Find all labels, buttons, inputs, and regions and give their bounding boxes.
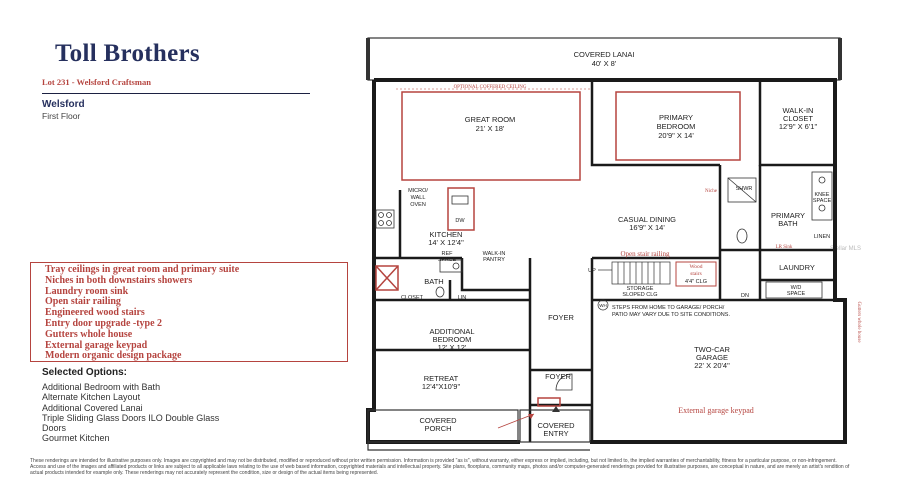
great-room-name: GREAT ROOM: [464, 115, 516, 124]
dw-label: DW: [455, 218, 465, 224]
knee-space-label-2: SPACE: [812, 198, 832, 204]
pantry-label: WALK-IN: [482, 251, 506, 257]
wood-stairs-label: Wood: [689, 264, 703, 270]
watermark: Stellar MLS: [830, 246, 862, 252]
floor-name: First Floor: [42, 111, 81, 121]
storage-label: STORAGE: [626, 286, 654, 292]
selected-options-title: Selected Options:: [42, 367, 128, 378]
upgrade-item: Gutters whole house: [45, 328, 133, 340]
garage-name-2: GARAGE: [695, 353, 729, 362]
closet-label: CLOSET: [400, 295, 424, 301]
foyer-label: FOYER: [548, 313, 574, 322]
primary-bath-name-2: BATH: [778, 219, 798, 228]
open-stair-label: Open stair railing: [620, 250, 670, 258]
stairs-down-label: DN: [741, 293, 749, 299]
casual-dining-name: CASUAL DINING: [617, 215, 677, 224]
selected-option: Additional Covered Lanai: [42, 402, 143, 413]
primary-bath-name: PRIMARY: [770, 211, 806, 220]
water-heater-label: WH: [599, 303, 607, 308]
primary-bedroom-name-2: BEDROOM: [656, 122, 696, 131]
casual-dining-dim: 16'9" X 14': [629, 223, 665, 232]
selected-option: Doors: [42, 423, 67, 434]
retreat-name: RETREAT: [423, 374, 459, 383]
additional-bedroom-dim: 12' X 12': [437, 343, 467, 352]
micro-label: MICRO/: [408, 188, 428, 194]
niche-label: Niche: [705, 189, 717, 194]
upgrade-item: Engineered wood stairs: [45, 307, 145, 319]
selected-option: Gourmet Kitchen: [42, 433, 110, 444]
wd-space-label-2: SPACE: [786, 291, 806, 297]
selected-option: Additional Bedroom with Bath: [42, 382, 161, 392]
garage-dim: 22' X 20'4": [694, 361, 730, 370]
upgrade-item: Niches in both downstairs showers: [45, 274, 193, 286]
wood-stairs-label-2: stairs: [690, 271, 702, 277]
stairs: [598, 262, 670, 284]
entry-name: COVERED: [537, 421, 575, 430]
pantry-label-2: PANTRY: [483, 257, 505, 263]
walkin-closet-dim: 12'9" X 6'1": [778, 122, 818, 131]
ref-label-2: SPACE: [437, 257, 457, 263]
upgrade-item: External garage keypad: [45, 339, 148, 351]
lanai-name: COVERED LANAI: [573, 50, 635, 59]
kitchen-name: KITCHEN: [429, 230, 463, 239]
great-room-dim: 21' X 18': [475, 124, 505, 133]
knee-space-label: KNEE: [814, 192, 830, 198]
steps-note: STEPS FROM HOME TO GARAGE/ PORCH/: [612, 305, 725, 311]
coffered-label: OPTIONAL COFFERED CEILING: [453, 85, 527, 90]
kitchen-dim: 14' X 12'4": [428, 238, 464, 247]
micro-label-2: WALL: [410, 195, 426, 201]
additional-bedroom-name: ADDITIONAL: [429, 327, 475, 336]
plan-name: Welsford: [42, 99, 85, 110]
linen-closet-label: LIN: [457, 295, 467, 301]
entry-name-2: ENTRY: [543, 429, 569, 438]
garage-keypad-label: External garage keypad: [678, 406, 754, 415]
laundry-label: LAUNDRY: [779, 263, 815, 272]
micro-label-3: OVEN: [410, 202, 426, 208]
foyer-2-label: FOYER: [545, 372, 571, 381]
porch-name: COVERED: [419, 416, 457, 425]
upgrade-item: Tray ceilings in great room and primary suite: [45, 264, 240, 275]
linen-label: LINEN: [813, 234, 831, 240]
shower-label: SHWR: [735, 186, 753, 192]
primary-bedroom-dim: 20'9" X 14': [658, 131, 694, 140]
walkin-closet-name: WALK-IN: [782, 106, 814, 115]
lot-label: Lot 231 - Welsford Craftsman: [42, 77, 151, 87]
stair-ceiling-label: 4'4" CLG: [685, 279, 707, 285]
entry-door-arrow: [498, 414, 534, 428]
additional-bedroom-name-2: BEDROOM: [432, 335, 472, 344]
ref-label: REF: [441, 251, 453, 257]
garage-name: TWO-CAR: [694, 345, 730, 354]
steps-note-2: PATIO MAY VARY DUE TO SITE CONDITIONS.: [612, 312, 730, 318]
disclaimer: These renderings are intended for illustrative purposes only. Images are copyrighted and may not be distributed, modified or reproduced without prior written permission. Information is provided "as is", without warranty, either express or implied, including, but not limited to, the implied warranties of merchantability, fitness for a particular purpose, or non-infringement. Access and use of the images and affiliated products or links are subject to all applicable laws relating to the use of web based information, copyrighted materials and intellectual property. Site plans, floorplans, community maps, photos and/or computer-generated renderings provided for illustrative purposes, are conceptual in nature, and are merely an artist's rendition of actual products intended for example only. These renderings may not accurately represent the condition, size or design of the actual items being represented.: [30, 458, 850, 476]
selected-option: Triple Sliding Glass Doors ILO Double Glass: [42, 412, 220, 423]
laundry-sink-label: LR Sink: [775, 245, 793, 250]
lanai-dim: 40' X 8': [591, 59, 617, 68]
upgrade-item: Laundry room sink: [45, 285, 129, 297]
brand-logo: Toll Brothers: [55, 40, 200, 67]
stairs-up-label: UP: [588, 268, 596, 274]
wd-space-label: W/D: [790, 285, 802, 291]
selected-option: Alternate Kitchen Layout: [42, 392, 141, 403]
upgrade-item: Open stair railing: [45, 296, 121, 308]
porch-name-2: PORCH: [424, 424, 452, 433]
walkin-closet-name-2: CLOSET: [782, 114, 814, 123]
primary-bedroom-name: PRIMARY: [658, 113, 694, 122]
storage-label-2: SLOPED CLG: [622, 292, 658, 298]
upgrade-item: Modern organic design package: [45, 350, 182, 362]
bath-label: BATH: [424, 277, 444, 286]
retreat-dim: 12'4"X10'9": [421, 382, 461, 391]
gutters-note: Gutters whole house: [856, 301, 861, 343]
upgrade-item: Entry door upgrade -type 2: [45, 317, 163, 329]
